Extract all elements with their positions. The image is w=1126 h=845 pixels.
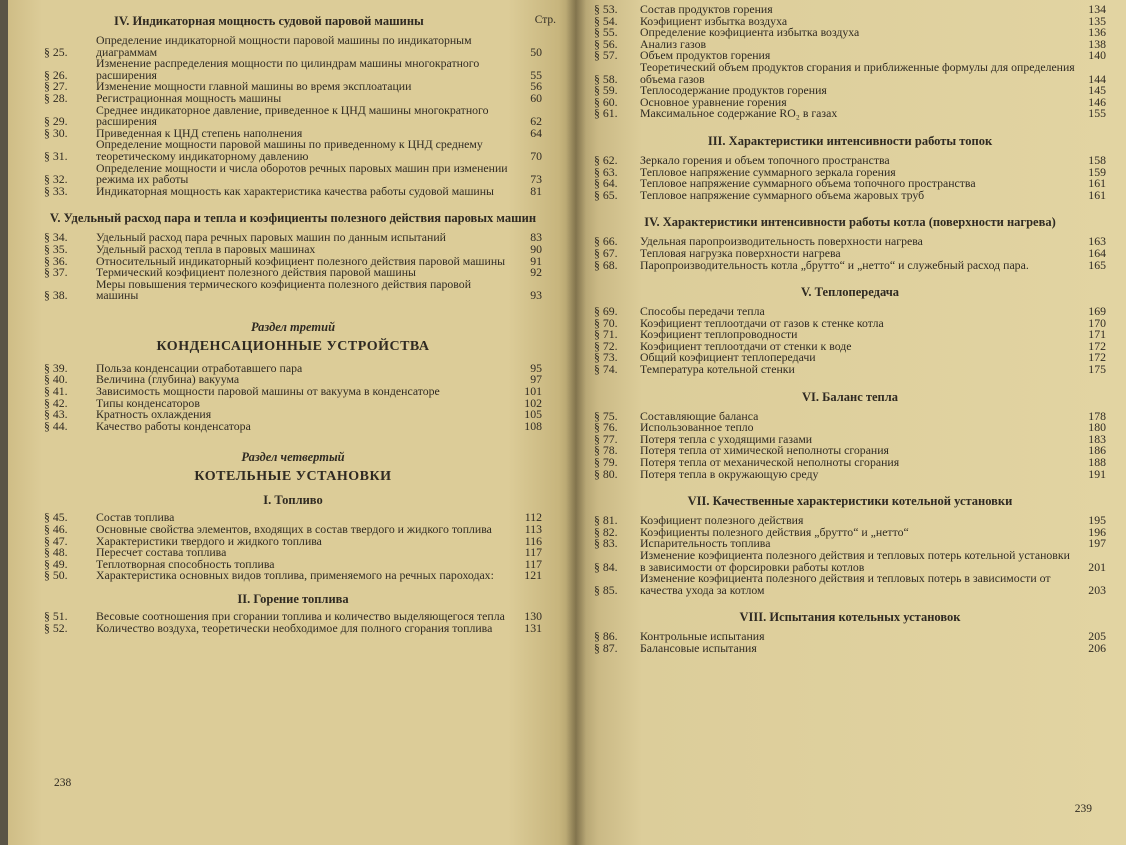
toc-section-number: § 49. — [44, 556, 68, 571]
toc-entry — [44, 102, 542, 129]
toc-page-number: 91 — [530, 253, 542, 268]
toc-entry-title: Качество работы конденсатора — [96, 418, 251, 433]
toc-section-number: § 33. — [44, 183, 68, 198]
toc-page-number: 186 — [1088, 443, 1106, 458]
block-spacer — [44, 197, 542, 205]
toc-page-number: 158 — [1088, 152, 1106, 167]
toc-entry-title: Потеря тепла от механической неполноты сгорания — [640, 455, 900, 470]
toc-section-number: § 32. — [44, 172, 68, 187]
toc-entry — [44, 570, 542, 582]
toc-section-number: § 61. — [594, 106, 618, 121]
toc-section-number: § 27. — [44, 79, 68, 94]
toc-page-number: 178 — [1088, 408, 1106, 423]
toc-page-number: 175 — [1088, 362, 1106, 377]
toc-page-number: 70 — [530, 148, 542, 163]
toc-page-number: 144 — [1088, 71, 1106, 86]
toc-section-number: § 58. — [594, 71, 618, 86]
toc-entry-title: Тепловое напряжение суммарного зеркала горения — [640, 164, 896, 179]
toc-section-number: § 63. — [594, 164, 618, 179]
part-label: Раздел четвертый — [241, 450, 345, 465]
toc-page-number: 97 — [530, 372, 542, 387]
toc-entry — [594, 187, 1106, 202]
section-heading: V. Удельный расход пара и тепла и коэфициенты полезного действия паровых машин — [49, 211, 537, 226]
toc-entry-title: Величина (глубина) вакуума — [96, 372, 240, 387]
left-page — [8, 0, 576, 845]
toc-entry — [44, 58, 542, 81]
toc-entry-title: Тепловое напряжение суммарного объема жаровых труб — [640, 187, 925, 202]
toc-entry-title: Теплосодержание продуктов горения — [640, 83, 827, 98]
toc-page-number: 159 — [1088, 164, 1106, 179]
toc-section-number: § 50. — [44, 568, 68, 583]
toc-section-number: § 67. — [594, 245, 618, 260]
toc-section-number: § 85. — [594, 582, 618, 597]
toc-page-number: 161 — [1088, 176, 1106, 191]
toc-section-number: § 56. — [594, 36, 618, 51]
right-page — [576, 0, 1126, 845]
toc-section-number: § 74. — [594, 362, 618, 377]
toc-section-number: § 59. — [594, 83, 618, 98]
toc-entry — [594, 466, 1106, 481]
subsection-heading: I. Топливо — [263, 493, 323, 508]
block-spacer — [44, 582, 542, 590]
toc-entry-title: Способы передачи тепла — [640, 304, 765, 319]
toc-entry — [594, 108, 1106, 120]
toc-page-number: 81 — [530, 183, 542, 198]
toc-entry-title: Контрольные испытания — [640, 629, 765, 644]
toc-page-number: 83 — [530, 230, 542, 245]
toc-entry-title: Типы конденсаторов — [96, 395, 200, 410]
toc-page-number: 172 — [1088, 338, 1106, 353]
toc-page-number: 117 — [524, 545, 542, 560]
toc-page-number: 183 — [1088, 431, 1106, 446]
toc-entry-title: Пересчет состава топлива — [96, 545, 227, 560]
toc-section-number: § 51. — [44, 609, 68, 623]
section-heading: V. Теплопередача — [801, 285, 899, 300]
toc-page-number: 116 — [524, 533, 542, 548]
toc-entry-title: Основное уравнение горения — [640, 94, 787, 109]
part-title: КОТЕЛЬНЫЕ УСТАНОВКИ — [194, 469, 392, 485]
part-title: КОНДЕНСАЦИОННЫЕ УСТРОЙСТВА — [156, 338, 430, 354]
toc-entry-title: Тепловая нагрузка поверхности нагрева — [640, 245, 841, 260]
toc-page-number: 195 — [1088, 513, 1106, 528]
toc-section-number: § 72. — [594, 338, 618, 353]
toc-entry-title: Использованное тепло — [640, 420, 754, 435]
toc-section-number: § 86. — [594, 629, 618, 644]
toc-page-number: 73 — [530, 172, 542, 187]
toc-page-number: 121 — [524, 568, 542, 583]
toc-entry — [594, 364, 1106, 376]
section-heading: IV. Индикаторная мощность судовой паровой машины — [114, 14, 424, 28]
section-heading: IV. Характеристики интенсивности работы котла (поверхности нагрева) — [644, 215, 1056, 230]
toc-entry-title: Паропроизводительность котла „брутто“ и „нетто“ и служебный расход пара. — [640, 257, 1029, 272]
toc-entry-title: Общий коэфициент теплопередачи — [640, 350, 816, 365]
toc-page-number: 55 — [530, 67, 542, 82]
toc-entry-title: Изменение коэфициента полезного действия и тепловых потерь в зависимости от качества ухода за котлом — [640, 571, 1051, 597]
toc-page-number: 155 — [1088, 106, 1106, 121]
toc-entry-title: Испарительность топлива — [640, 536, 771, 551]
book-gutter — [566, 0, 586, 845]
block-spacer — [44, 302, 542, 310]
toc-entry — [594, 257, 1106, 272]
toc-section-number: § 52. — [44, 620, 68, 635]
toc-page-number: 90 — [530, 241, 542, 256]
toc-page-number: 50 — [530, 44, 542, 59]
toc-section-number: § 41. — [44, 384, 68, 399]
right-page-number: 239 — [1074, 803, 1092, 815]
toc-page-number: 197 — [1088, 536, 1106, 551]
toc-entry — [44, 160, 542, 187]
toc-page-number: 196 — [1088, 524, 1106, 539]
toc-entry — [594, 550, 1106, 573]
left-page-contents — [44, 14, 542, 642]
toc-entry-title: Анализ газов — [640, 36, 707, 51]
toc-section-number: § 78. — [594, 443, 618, 458]
toc-page-number: 62 — [530, 114, 542, 129]
toc-section-number: § 77. — [594, 431, 618, 446]
toc-entry-title: Изменение мощности главной машины во время эксплоатации — [96, 79, 412, 94]
toc-section-number: § 83. — [594, 536, 618, 551]
toc-entry-title: Коэфициент избытка воздуха — [640, 13, 788, 28]
toc-page-number: 136 — [1088, 25, 1106, 40]
toc-entry-title: Состав топлива — [96, 510, 175, 525]
toc-section-number: § 55. — [594, 25, 618, 40]
toc-entry-title: Определение коэфициента избытка воздуха — [640, 25, 860, 40]
block-spacer — [44, 634, 542, 642]
toc-entry-title: Максимальное содержание RO₂ в газах — [640, 106, 838, 121]
toc-section-number: § 45. — [44, 510, 68, 525]
toc-section-number: § 26. — [44, 67, 68, 82]
toc-page-number: 164 — [1088, 245, 1106, 260]
toc-section-number: § 43. — [44, 407, 68, 422]
toc-entry-title: Приведенная к ЦНД степень наполнения — [96, 125, 303, 140]
toc-entry — [44, 418, 542, 433]
toc-section-number: § 44. — [44, 418, 68, 433]
subsection-heading: II. Горение топлива — [237, 592, 349, 606]
toc-section-number: § 46. — [44, 522, 68, 537]
toc-entry — [44, 183, 542, 198]
toc-page-number: 206 — [1088, 640, 1106, 655]
block-spacer — [594, 596, 1106, 604]
toc-page-number: 203 — [1088, 582, 1106, 597]
toc-entry-title: Потеря тепла от химической неполноты сгорания — [640, 443, 889, 458]
toc-section-number: § 25. — [44, 44, 68, 59]
toc-entry-title: Тепловое напряжение суммарного объема топочного пространства — [640, 176, 976, 191]
section-heading: III. Характеристики интенсивности работы топок — [707, 133, 993, 148]
toc-page-number: 169 — [1088, 304, 1106, 319]
section-heading: VI. Баланс тепла — [801, 389, 899, 404]
toc-entry-title: Потеря тепла с уходящими газами — [640, 431, 813, 446]
toc-section-number: § 39. — [44, 360, 68, 375]
toc-section-number: § 65. — [594, 187, 618, 202]
toc-section-number: § 87. — [594, 640, 618, 655]
toc-section-number: § 70. — [594, 315, 618, 330]
toc-entry-title: Характеристика основных видов топлива, применяемого на речных пароходах: — [96, 568, 494, 583]
toc-entry-title: Изменение коэфициента полезного действия и тепловых потерь котельной установки в зависимости от форсировки работы котлов — [640, 548, 1070, 574]
toc-section-number: § 60. — [594, 94, 618, 109]
right-page-contents — [594, 4, 1106, 663]
toc-section-number: § 30. — [44, 125, 68, 140]
toc-section-number: § 80. — [594, 466, 618, 481]
toc-entry-title: Определение мощности и числа оборотов речных паровых машин при изменении режима их работы — [96, 160, 508, 187]
toc-entry-title: Потеря тепла в окружающую среду — [640, 466, 819, 481]
toc-entry-title: Зеркало горения и объем топочного пространства — [640, 152, 890, 167]
toc-section-number: § 34. — [44, 230, 68, 245]
toc-section-number: § 47. — [44, 533, 68, 548]
toc-section-number: § 75. — [594, 408, 618, 423]
toc-section-number: § 36. — [44, 253, 68, 268]
toc-entry-title: Кратность охлаждения — [96, 407, 212, 422]
toc-entry-title: Индикаторная мощность как характеристика качества работы судовой машины — [96, 183, 494, 198]
toc-entry-title: Меры повышения термического коэфициента полезного действия паровой машины — [96, 276, 472, 303]
toc-entry-title: Коэфициент теплоотдачи от газов к стенке котла — [640, 315, 884, 330]
toc-page-number: 134 — [1088, 2, 1106, 16]
toc-page-number: 102 — [524, 395, 542, 410]
block-spacer — [594, 655, 1106, 663]
toc-entry-title: Характеристики твердого и жидкого топлива — [96, 533, 322, 548]
block-spacer — [594, 120, 1106, 128]
toc-entry — [44, 620, 542, 635]
toc-page-number: 101 — [524, 384, 542, 399]
toc-section-number: § 54. — [594, 13, 618, 28]
toc-entry-title: Теплотворная способность топлива — [96, 556, 275, 571]
toc-page-number: 138 — [1088, 36, 1106, 51]
toc-page-number: 165 — [1088, 257, 1106, 272]
toc-section-number: § 76. — [594, 420, 618, 435]
toc-page-number: 140 — [1088, 48, 1106, 63]
toc-entry-title: Удельный расход пара речных паровых машин по данным испытаний — [96, 230, 446, 245]
toc-section-number: § 64. — [594, 176, 618, 191]
toc-section-number: § 53. — [594, 2, 618, 16]
toc-page-number: 205 — [1088, 629, 1106, 644]
toc-section-number: § 79. — [594, 455, 618, 470]
block-spacer — [594, 271, 1106, 279]
toc-entry-title: Зависимость мощности паровой машины от вакуума в конденсаторе — [96, 384, 440, 399]
toc-section-number: § 71. — [594, 327, 618, 342]
toc-section-number: § 68. — [594, 257, 618, 272]
toc-entry-title: Среднее индикаторное давление, приведенное к ЦНД машины многократного расширения — [96, 102, 489, 129]
section-heading: VIII. Испытания котельных установок — [739, 610, 961, 625]
block-spacer — [594, 376, 1106, 384]
toc-section-number: § 84. — [594, 559, 618, 574]
page-column-header: Стр. — [534, 14, 556, 26]
toc-section-number: § 28. — [44, 90, 68, 105]
toc-section-number: § 37. — [44, 265, 68, 280]
toc-page-number: 170 — [1088, 315, 1106, 330]
part-label: Раздел третий — [250, 319, 336, 334]
toc-entry-title: Коэфициенты полезного действия „брутто“ и „нетто“ — [640, 524, 909, 539]
toc-entry — [594, 59, 1106, 86]
toc-page-number: 145 — [1088, 83, 1106, 98]
toc-page-number: 56 — [530, 79, 542, 94]
toc-entry-title: Термический коэфициент полезного действия паровой машины — [96, 265, 416, 280]
toc-entry-title: Основные свойства элементов, входящих в состав твердого и жидкого топлива — [96, 522, 492, 537]
toc-entry-title: Определение мощности паровой машины по приведенному к ЦНД среднему теоретическому индикаторному давлению — [96, 137, 483, 163]
toc-entry-title: Состав продуктов горения — [640, 2, 773, 16]
toc-page-number: 117 — [524, 556, 542, 571]
toc-page-number: 163 — [1088, 234, 1106, 249]
toc-page-number: 113 — [524, 522, 542, 537]
toc-section-number: § 29. — [44, 114, 68, 129]
toc-entry — [44, 276, 542, 303]
toc-entry-title: Температура котельной стенки — [640, 362, 795, 377]
toc-entry-title: Объем продуктов горения — [640, 48, 771, 63]
toc-entry — [44, 139, 542, 162]
toc-page-number: 93 — [530, 288, 542, 303]
toc-section-number: § 57. — [594, 48, 618, 63]
block-spacer — [594, 480, 1106, 488]
toc-page-number: 146 — [1088, 94, 1106, 109]
toc-page-number: 171 — [1088, 327, 1106, 342]
toc-section-number: § 38. — [44, 288, 68, 303]
toc-entry-title: Количество воздуха, теоретически необходимое для полного сгорания топлива — [96, 620, 493, 635]
block-spacer — [594, 201, 1106, 209]
toc-page-number: 64 — [530, 125, 542, 140]
toc-entry-title: Относительный индикаторный коэфициент полезного действия паровой машины — [96, 253, 506, 268]
toc-section-number: § 31. — [44, 148, 68, 163]
toc-entry-title: Коэфициент теплоотдачи от стенки к воде — [640, 338, 852, 353]
toc-page-number: 130 — [524, 609, 542, 623]
toc-entry-title: Определение индикаторной мощности паровой машины по индикаторным диаграммам — [96, 33, 472, 59]
toc-entry-title: Удельный расход тепла в паровых машинах — [96, 241, 316, 256]
toc-entry-title: Удельная паропроизводительность поверхности нагрева — [640, 234, 923, 249]
toc-entry — [44, 35, 542, 58]
toc-page-number: 112 — [524, 510, 542, 525]
toc-page-number: 92 — [530, 265, 542, 280]
toc-page-number: 201 — [1088, 559, 1106, 574]
section-heading: VII. Качественные характеристики котельной установки — [687, 494, 1013, 509]
toc-page-number: 135 — [1088, 13, 1106, 28]
toc-entry-title: Польза конденсации отработавшего пара — [96, 360, 303, 375]
toc-entry-title: Балансовые испытания — [640, 640, 757, 655]
toc-entry-title: Составляющие баланса — [640, 408, 759, 423]
toc-page-number: 188 — [1088, 455, 1106, 470]
toc-page-number: 108 — [524, 418, 542, 433]
toc-section-number: § 81. — [594, 513, 618, 528]
toc-section-number: § 69. — [594, 304, 618, 319]
toc-entry — [594, 573, 1106, 596]
toc-section-number: § 73. — [594, 350, 618, 365]
toc-entry-title: Теоретический объем продуктов сгорания и приближенные формулы для определения объема газов — [640, 59, 1075, 86]
toc-section-number: § 62. — [594, 152, 618, 167]
toc-entry-title: Коэфициент теплопроводности — [640, 327, 798, 342]
toc-page-number: 131 — [524, 620, 542, 635]
toc-entry-title: Коэфициент полезного действия — [640, 513, 804, 528]
toc-page-number: 60 — [530, 90, 542, 105]
toc-page-number: 105 — [524, 407, 542, 422]
toc-page-number: 172 — [1088, 350, 1106, 365]
toc-page-number: 95 — [530, 360, 542, 375]
toc-entry-title: Регистрационная мощность машины — [96, 90, 282, 105]
toc-section-number: § 66. — [594, 234, 618, 249]
toc-entry-title: Весовые соотношения при сгорании топлива и количество выделяющегося тепла — [96, 609, 505, 623]
block-spacer — [44, 432, 542, 440]
left-page-number: 238 — [54, 777, 72, 789]
toc-entry-title: Изменение распределения мощности по цилиндрам машины многократного расширения — [96, 56, 480, 82]
toc-section-number: § 40. — [44, 372, 68, 387]
toc-section-number: § 82. — [594, 524, 618, 539]
toc-section-number: § 35. — [44, 241, 68, 256]
toc-section-number: § 48. — [44, 545, 68, 560]
toc-entry — [594, 640, 1106, 655]
toc-page-number: 161 — [1088, 187, 1106, 202]
toc-page-number: 180 — [1088, 420, 1106, 435]
toc-page-number: 191 — [1088, 466, 1106, 481]
toc-section-number: § 42. — [44, 395, 68, 410]
